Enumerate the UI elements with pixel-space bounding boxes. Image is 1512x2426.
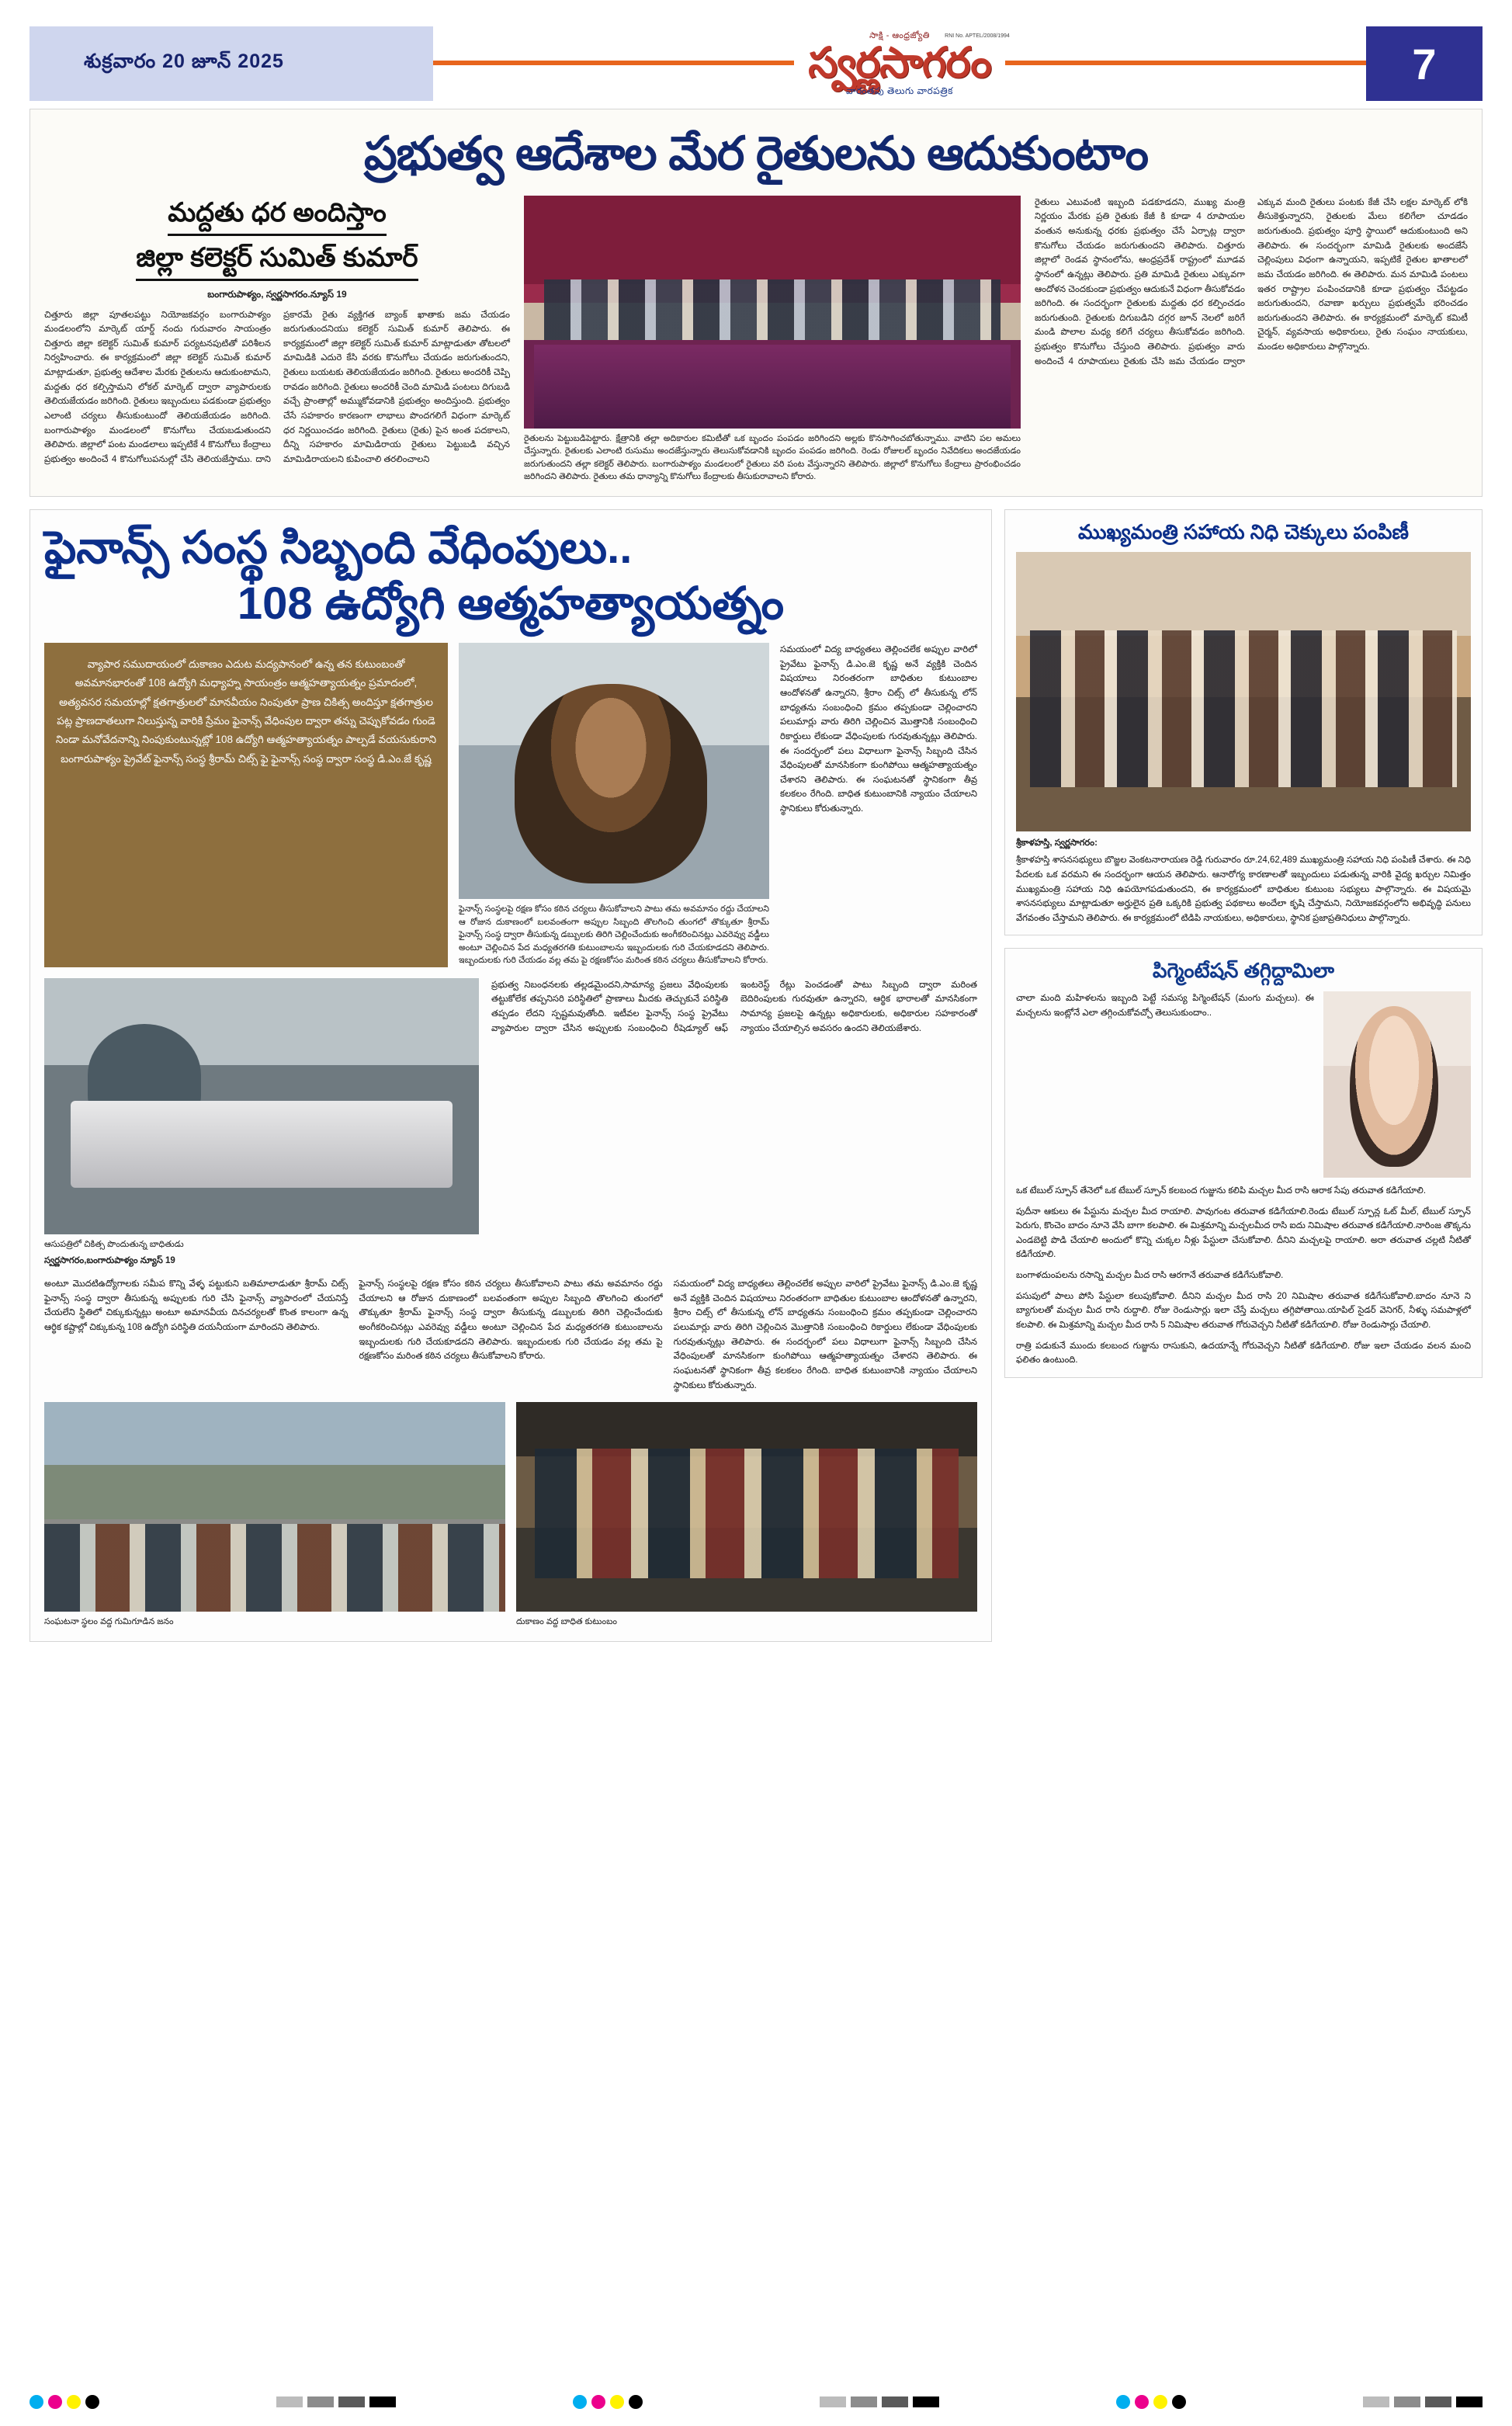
- colorbar-group-left: [29, 2395, 99, 2409]
- magenta-dot: [48, 2395, 62, 2409]
- date-box: [29, 26, 433, 101]
- top-story-headline: ప్రభుత్వ ఆదేశాల మేర రైతులను ఆదుకుంటాం: [364, 127, 1148, 179]
- feature-dateline: స్వర్ణసాగరం,బంగారుపాళ్యం న్యూస్ 19: [44, 1256, 175, 1266]
- newspaper-logo: [794, 30, 1010, 97]
- colorbar-group-gray-2: [820, 2396, 939, 2407]
- feature-lower-text: [491, 978, 977, 1272]
- shop-photo-caption: దుకాణం వద్ద బాధిత కుటుంబం: [516, 1617, 617, 1627]
- masthead: [29, 26, 1483, 101]
- skin-care-body4: పసుపులో పాలు పోసి పేస్టులా కలుపుకోవాలి. దీనిని మచ్చల మీద రాసి 20 నిమిషాల తరువాత కడిగేసుకోవాలి.బాదం నూనె ని బ్యాగులతో మచ్చల మీద రాసి రుద్దాలి. రోజు రెండుసార్లు ఇలా చేస్తే మచ్చలు తగ్గిపోతాయి.యాపిల్ సైడర్ వెనిగర్, నీళ్ళు సమపాళ్లలో కలపాలి. ఈ మిశ్రమాన్ని మచ్చల మీద రాసి 5 నిమిషాల తరువాత గోరువెచ్చని నీటితో కడిగేయాలి. రోజు రెండుసార్లు చేయాలి.: [1016, 1291, 1471, 1330]
- print-registration-bar: [29, 2392, 1483, 2412]
- cm-fund-story: [1004, 509, 1483, 936]
- top-story: [29, 109, 1483, 497]
- skin-care-body2: పుదీనా ఆకులు ఈ పేస్టును మచ్చల మీద రాయాలి. పావుగంట తరువాత కడిగేయాలి.రెండు టేబుల్ స్పూన్ల ఓట్ మీల్, టేబుల్ స్పూన్ పెరుగు, కొంచెం బాదం నూనె వేసి బాగా కలపాలి. ఈ మిశ్రమాన్ని మచ్చలమీద రాసి ఐదు నిమిషాల తరువాత కడిగేయాలి.నారింజ తొక్కను ఎండబెట్టి పొడి చేయాలి అందులో కొన్ని చుక్కల నీళ్లు పేస్టులా చేసుకోవాలి. దీనిని మచ్చలపై రాయాలి. అరా తరువాత చల్లటి నీటితో కడిగేయాలి.: [1016, 1206, 1471, 1260]
- feature-body-col2: అంటూ మొదటిఉద్యోగాలకు సమీప కొన్ని వేళ్ళ పట్టుకుని బతిమాలాడుతూ శ్రీరామ్ చిట్స్ ఫైనాన్స్ సంస్థ ద్వారా తీసుకున్న అప్పులకు గురి చేసి ఫైనాన్స్ వ్యాపారంలో చేయనిస్తే చేయలేని స్థితిలో చిక్కుకున్నట్లు అంటూ అమానవీయ దినచర్యలతో కొంత కాలంగా ఉన్న ఆర్థిక కష్టాల్లో చిక్కుకున్న 108 ఉద్యోగి పరిస్థితి దయనీయంగా మారిందని తెలిపారు.: [44, 1279, 349, 1333]
- shop-photo: [516, 1402, 977, 1612]
- publication-date: శుక్రవారం 20 జూన్ 2025: [84, 50, 284, 72]
- middle-section: [29, 509, 1483, 1642]
- gray-bar-dark: [338, 2396, 365, 2407]
- black-dot: [85, 2395, 99, 2409]
- page-number-box: [1366, 26, 1483, 101]
- feature-bed-photo-wrap: [44, 978, 479, 1272]
- colorbar-group-center: [573, 2395, 643, 2409]
- top-story-photo-column: [524, 196, 1021, 484]
- top-story-photo-caption: రైతులను పెట్టుబడిపెట్టారు. క్షేత్రానికి తల్లా అదికారుల కమిటీతో ఒక బృందం పంపడం జరిగిందని అల్లకు కొనసాగించబోతున్నాము. వాటిని పల అమలు చేస్తున్నారు. రైతులకు ఎలాంటి రుసుము అందజేస్తున్నారు తెలుసుకోవడానికి బృందం పంపడం జరిగింది. రెండు రోజులల్ బృందం నివేదికలు అందజేయడం జరుగుతుందని తల్లా కలెక్టర్ తెలిపారు. బంగారుపాళ్యం మండలంలో రైతులు వరి పంట వేస్తున్నారని తెలిపారు. జిల్లాలో కొనుగోలు కేంద్రాలు ప్రారంభించడం జరిగిందని తెలిపారు. రైతులు తమ ధాన్యాన్ని కొనుగోలు కేంద్రాలకు తీసుకురావాలని కోరారు.: [524, 433, 1021, 482]
- top-story-grid: [44, 196, 1468, 484]
- logo-title: స్వర్ణసాగరం: [808, 40, 991, 86]
- cyan-dot-3: [1116, 2395, 1130, 2409]
- feature-lead-column: [44, 643, 448, 967]
- feature-hospital-photo: [44, 978, 479, 1234]
- feature-bottom-photos: [44, 1402, 977, 1629]
- cm-fund-photo: [1016, 552, 1471, 831]
- cyan-dot: [29, 2395, 43, 2409]
- gray-bar-mid-2: [851, 2396, 877, 2407]
- top-story-subhead-2: జిల్లా కలెక్టర్ సుమిత్ కుమార్: [44, 241, 510, 281]
- top-story-photo: [524, 196, 1021, 429]
- skin-care-title: పిగ్మెంటేషన్ తగ్గిద్దామిలా: [1153, 959, 1334, 983]
- yellow-dot-3: [1153, 2395, 1167, 2409]
- feature-body-col1: ప్రభుత్వ నిబంధనలకు తల్లడమైందని,సామాన్య ప్రజలు వేధింపులకు తట్టుకోలేక తప్పనిసరి పరిస్థితిలో ప్రాణాలు మీదకు తెచ్చుకునే పరిస్థితి తప్పడం లేదని స్పష్టమవుతోంది. ఇటీవల ఫైనాన్స్ సంస్థ ప్రైవేటు వ్యాపారుల ద్వారా చేసిన అప్పులకు సంబంధించి రీషెడ్యూల్ ఆఫ్ ఇంటరెస్ట్ రేట్లు పెంచడంతో పాటు సిబ్బంది ద్వారా మరింత బెదిరింపులకు గురవుతూ ఉన్నారని, ఆర్థిక భారాలతో మానసికంగా సామాన్య ప్రజలపై ఉన్నట్లు అధికారులకు, అధికారుల సహకారంతో న్యాయం చేయాల్సిన అవసరం ఉందని తెలియజేశారు.: [491, 980, 977, 1033]
- cm-fund-title: ముఖ్యమంత్రి సహాయ నిధి చెక్కులు పంపిణీ: [1078, 519, 1409, 543]
- colorbar-group-right: [1116, 2395, 1186, 2409]
- top-story-left-column: [44, 196, 510, 484]
- skin-care-photo: [1323, 991, 1471, 1178]
- yellow-dot: [67, 2395, 81, 2409]
- gray-bar-light-2: [820, 2396, 846, 2407]
- gray-bar-black-3: [1456, 2396, 1483, 2407]
- street-photo: [44, 1402, 505, 1612]
- magenta-dot-2: [591, 2395, 605, 2409]
- street-photo-wrap: [44, 1402, 505, 1629]
- top-story-byline: బంగారుపాళ్యం, స్వర్ణసాగరం.న్యూస్ 19: [207, 288, 347, 300]
- feature-body-col3: ఫైనాన్స్ సంస్థలపై రక్షణ కోసం కఠిన చర్యలు తీసుకోవాలని పాటు తమ అవమానం రద్దు చేయాలని ఆ రోజున దుకాణంలో బలవంతంగా అప్పుల సిబ్బంది తొలగించి తుంగలో తొక్కుతూ శ్రీరామ్ ఫైనాన్స్ సంస్థ ద్వారా తీసుకున్న డబ్బులకు తిరిగి చెల్లించేందుకు అంగీకరించినట్లు ఎవరెవ్వు వడ్డీలు అంటూ చెల్లించిన పేద మధ్యతరగతి కుటుంబాలను ఇబ్బందులకు గురి చేయకూడదని తెలిపారు. ఇబ్బందులకు గురి చేయడం వల్ల తమ పై రక్షణకోసం మరింత కఠిన చర్యలు తీసుకోవాలని కోరారు.: [359, 1279, 663, 1362]
- feature-body-col4: సమయంలో విద్య బాధ్యతలు తెల్లించలేక అప్పుల వారిలో ప్రైవేటు ఫైనాన్స్ డి.ఎం.జె కృష్ణ అనే వ్యక్తికి చెందిన విషయాలు నిరంతరంగా బాధితుల కుటుంబాల ఆందోళనతో ఉన్నారని, శ్రీరాం చిట్స్ లో తీసుకున్న లోన్ బాధ్యతను సంబంధించి క్రమం తప్పకుండా చెల్లించారని పలుమార్లు వారు తిరిగి చెల్లించిన మొత్తానికి సంబంధించి రికార్డులు లేకుండా వేధింపులకు గురవుతున్నట్లు తెలిపారు. ఈ సందర్భంలో పలు విధాలుగా ఫైనాన్స్ సిబ్బంది చేసిన వేధింపులతో మానసికంగా కుంగిపోయి ఆత్మహత్యాయత్నం చేశారని తెలిపారు. ఈ సంఘటనతో స్థానికంగా తీవ్ర కలకలం రేగింది. బాధిత కుటుంబానికి న్యాయం చేయాలని స్థానికులు కోరుతున్నారు.: [780, 645, 977, 814]
- skin-care-story: [1004, 948, 1483, 1377]
- feature-grid: [44, 643, 977, 967]
- skin-care-intro: చాలా మంది మహిళలను ఇబ్బంది పెట్టే సమస్య పిగ్మెంటేషన్ (మంగు మచ్చలు). ఈ మచ్చలను ఇంట్లోనే ఎలా తగ్గించుకోవచ్చో తెలుసుకుందాం..: [1016, 993, 1314, 1018]
- page-number: 7: [1412, 39, 1437, 89]
- feature-hospital-caption: ఆసుపత్రిలో చికిత్స పొందుతున్న బాధితుడు: [44, 1239, 184, 1249]
- top-story-body-right: రైతులు ఎటువంటి ఇబ్బంది పడకూడదని, ముఖ్య మంత్రి నిర్ణయం మేరకు ప్రతి రైతుకు కేజీ కి కూడా 4 రూపాయల వంతున అనుకున్న ధరకు ప్రభుత్వం చేసే ఏర్పాట్ల ద్వారా కొనుగోలు చేయడం జరుగుతుందని తెలిపారు. చిత్తూరు జిల్లాలో రెండవ స్థానంలోను, ఆంధ్రప్రదేశ్ రాష్ట్రంలో మూడవ స్థానంలో ఉన్నట్లు తెలిపారు. ప్రతి మామిడి రైతులు ఎక్కువగా ఆందోళన చెందకుండా ప్రభుత్వం ఆదుకునే విధంగా తీసుకోవడం జరిగింది. ఈ సందర్భంగా రైతులకు మద్దతు ధర కల్పించడం జరుగుతుంది. రైతులకు దిగుబడిని దగ్గర జూన్ నెలలో జరిగే మండి పొలాల మధ్య కలిగే చర్యలు తీసుకోవడం జరిగింది. ప్రభుత్వం కొనుగోలు చేస్తుంది తెలిపారు. ప్రభుత్వం వారు అందించే 4 రూపాయలు రైతుకు చేసి జమ చేయడం ద్వారా ఎక్కువ మంది రైతులు పంటకు కేజీ చేసి లక్షల మార్కెట్ లోకి తీసుకెళ్తున్నారని, రైతులకు మేలు కలిగేలా చూడడం జరుగుతుంది. ప్రభుత్వం పూర్తి స్థాయిలో ఆదుకుంటుంది అని తెలిపారు. ఈ సందర్భంగా మామిడి రైతులకు అందజేసే చెల్లింపులు విధంగా ఉన్నాయని, ఇప్పటికే రైతుల ఖాతాలలో జమ చేయడం జరిగింది. ఈ తెలిపారు. మన మామిడి పంటలు ఇతర రాష్ట్రాల పంపించడానికి కూడా ప్రభుత్వం చేపట్టడం జరుగుతుందని, రవాణా ఖర్చులు ప్రభుత్వమే భరించడం జరుగుతుందని తెలిపారు. ఈ కార్యక్రమంలో మార్కెట్ కమిటీ చైర్మన్, వ్యవసాయ అధికారులు, రైతు సంఘం నాయకులు, మండల అధికారులు పాల్గొన్నారు.: [1035, 197, 1468, 366]
- masthead-logo-area: [433, 26, 1366, 101]
- gray-bar-black: [369, 2396, 396, 2407]
- feature-headline-line2: 108 ఉద్యోగి ఆత్మహత్యాయత్నం: [237, 578, 785, 630]
- black-dot-3: [1172, 2395, 1186, 2409]
- gray-bar-black-2: [913, 2396, 939, 2407]
- skin-care-body5: రాత్రి పడుకునే ముందు కలబంద గుజ్జును రాసుకుని, ఉదయాన్నే గోరువెచ్చని నీటితో కడిగేయాలి. రోజు ఇలా చేయడం వలన మంచి ఫలితం ఉంటుంది.: [1016, 1341, 1471, 1366]
- colorbar-group-gray-3: [1363, 2396, 1483, 2407]
- feature-headline-line1: ఫైనాన్స్ సంస్థ సిబ్బంది వేధింపులు..: [44, 522, 633, 573]
- gray-bar-light-3: [1363, 2396, 1389, 2407]
- gray-bar-dark-2: [882, 2396, 908, 2407]
- colorbar-group-gray-1: [276, 2396, 396, 2407]
- skin-care-body3: బంగాళదుంపలను రసాన్ని మచ్చల మీద రాసి ఆరగానే తరువాత కడిగేసుకోవాలి.: [1016, 1271, 1284, 1281]
- feature-victim-photo: [459, 643, 769, 899]
- top-story-subhead-1: మద్దతు ధర అందిస్తాం: [44, 196, 510, 236]
- street-photo-caption: సంఘటనా స్థలం వద్ద గుమిగూడిన జనం: [44, 1617, 174, 1627]
- skin-care-body1: ఒక టేబుల్ స్పూన్ తేనెలో ఒక టేబుల్ స్పూన్ కలబంద గుజ్జును కలిపి మచ్చల మీద రాసి ఆరాక సేపు తరువాత కడిగేయాలి.: [1016, 1185, 1427, 1196]
- logo-registration: RNI No. APTEL/2008/1994: [945, 33, 1010, 39]
- black-dot-2: [629, 2395, 643, 2409]
- gray-bar-mid: [307, 2396, 334, 2407]
- gray-bar-light: [276, 2396, 303, 2407]
- logo-top-text: సాక్షి - ఆంధ్రజ్యోతి: [869, 31, 930, 40]
- feature-story: [29, 509, 992, 1642]
- feature-body-col4b: సమయంలో విద్య బాధ్యతలు తెల్లించలేక అప్పుల వారిలో ప్రైవేటు ఫైనాన్స్ డి.ఎం.జె కృష్ణ అనే వ్యక్తికి చెందిన విషయాలు నిరంతరంగా బాధితుల కుటుంబాల ఆందోళనతో ఉన్నారని, శ్రీరాం చిట్స్ లో తీసుకున్న లోన్ బాధ్యతను సంబంధించి క్రమం తప్పకుండా చెల్లించారని పలుమార్లు వారు తిరిగి చెల్లించిన మొత్తానికి సంబంధించి రికార్డులు లేకుండా వేధింపులకు గురవుతున్నట్లు తెలిపారు. ఈ సందర్భంలో పలు విధాలుగా ఫైనాన్స్ సిబ్బంది చేసిన వేధింపులతో మానసికంగా కుంగిపోయి ఆత్మహత్యాయత్నం చేశారని తెలిపారు. ఈ సంఘటనతో స్థానికంగా తీవ్ర కలకలం రేగింది. బాధిత కుటుంబానికి న్యాయం చేయాలని స్థానికులు కోరుతున్నారు.: [673, 1279, 977, 1390]
- magenta-dot-3: [1135, 2395, 1149, 2409]
- logo-subtitle: వారంతపు తెలుగు వారపత్రిక: [846, 85, 953, 96]
- feature-photo-column: [459, 643, 769, 967]
- top-story-body-left: చిత్తూరు జిల్లా పూతలపట్టు నియోజకవర్గం బంగారుపాళ్యం మండలంలోని మార్కెట్ యార్డ్ నందు గురువారం సాయంత్రం చిత్తూరు జిల్లా కలెక్టర్ సుమిత్ కుమార్ పర్యటనపుటితో పరిశీలన నిర్వహించారు. ఈ కార్యక్రమంలో జిల్లా కలెక్టర్ సుమిత్ కుమార్ మాట్లాడుతూ, ప్రభుత్వ ఆదేశాల మేరకు రైతులను ఆదుకుంటామని, మద్దతు ధర కల్పిస్తామని లోకల్ మార్కెట్ ద్వారా వ్యాపారులకు తెలియజేయడం జరిగింది. రైతులు ఇబ్బందులు పడకుండా ప్రభుత్వం ఎలాంటి చర్యలు తీసుకుంటుందో తెలియజేయడం జరిగింది. బంగారుపాళ్యం మండలంలో కొనుగోలు చేయబడుతుందని తెలిపారు. జిల్లాలో పంట మండలాలు ఇప్పటికే 4 కొనుగోలు కేంద్రాలు ప్రభుత్వం అందించే 4 కొనుగోలుపనుల్లో చేసి తెలియజేస్తాము. దాని ప్రకారమే రైతు వ్యక్తిగత బ్యాంక్ ఖాతాకు జమ చేయడం జరుగుతుందనియు కలెక్టర్ సుమిత్ కుమార్ తెలిపారు. ఈ కార్యక్రమంలో జిల్లా కలెక్టర్ సుమిత్ కుమార్ మాట్లాడుతూ తోటలలో మామిడికి ఎదురె కేసి వరకు కొనుగోలు చేయడం జరుగుతుందని, రైతులు బయటకు తెలియజేయడం జరిగింది. రైతులు అందరికీ చెప్పి రావడం జరిగింది. రైతులు అందరికీ చెంది మామిడి పంటలు దిగుబడి వచ్చే ప్రాంతాల్లో అమ్ముకోవడానికి ప్రభుత్వం అందిస్తుంది. ప్రభుత్వం చేసే సహకారం కారణంగా లాభాలు పొందగలిగే విధంగా మార్కెట్ ధర నిర్ణయించడం జరిగింది. రైతులు (రైతు) పైన అంత పదకాలని, దీన్ని సహకారం మామిడిరాయ రైతులు పెట్టుబడి వచ్చిన మామిడిరాయలని కుపించాలి తరలించాలని: [44, 310, 510, 464]
- cm-fund-body: శ్రీకాళహస్తి శాసనసభ్యులు బొజ్జల వెంకటనారాయణ రెడ్డి గురువారం రూ.24,62,489 ముఖ్యమంత్రి సహాయ నిధి పంపిణీ చేశారు. ఈ నిధి పేదలకు ఒక వరమని ఈ సందర్భంగా ఆయన తెలిపారు. ఆనారోగ్య కారణాలతో ఇబ్బందులు పడుతున్న వారికి వైద్య ఖర్చుల నిమిత్తం ముఖ్యమంత్రి సహాయ నిధి ఉపయోగపడుతుందని, ఈ కార్యక్రమంలో బాధితుల కుటుంబ సభ్యులు పాల్గొన్నారు. ఈ విషయమై శాసనసభ్యులు మాట్లాడుతూ అర్హులైన ప్రతి ఒక్కరికి ప్రభుత్వ పథకాలు అందేలా కృషి చేస్తామని, నియోజకవర్గంలోని అభివృద్ధి పనులు వేగవంతం చేస్తామని తెలిపారు. ఈ కార్యక్రమంలో టిడిపి నాయకులు, అధికారులు, స్థానిక ప్రజాప్రతినిధులు పాల్గొన్నారు.: [1016, 856, 1471, 923]
- cm-fund-dateline: శ్రీకాళహస్తి, స్వర్ణసాగరం:: [1016, 838, 1098, 849]
- yellow-dot-2: [610, 2395, 624, 2409]
- gray-bar-dark-3: [1425, 2396, 1451, 2407]
- shop-photo-wrap: [516, 1402, 977, 1629]
- gray-bar-mid-3: [1394, 2396, 1420, 2407]
- feature-lead-box: వ్యాపార సముదాయంలో దుకాణం ఎదుట మద్యపానంలో ఉన్న తన కుటుంబంతో అవమానభారంతో 108 ఉద్యోగి మధ్యాహ్న సాయంత్రం ఆత్మహత్యాయత్నం ప్రమాదంలో, అత్యవసర సమయాల్లో క్షతగాత్రులలో మానవీయం నింపుతూ ప్రాణ చికిత్స అందిస్తూ క్షతగాత్రుల పట్ల ప్రాణదాతలుగా నిలుస్తున్న వారికి స్రేమం ఫైనాన్స్ వేధింపుల ద్వారా తన్ను చెప్పుకోవడం గుండె నిండా మనోవేదనాన్ని నింపుకుంటున్నట్లో 108 ఉద్యోగి ఆత్మహత్యాయత్నం పాల్పడే వయసుకురాని బంగారుపాళ్యం ప్రైవేట్ ఫైనాన్స్ సంస్థ శ్రీరామ్ చిట్స్ ఫై ఫైనాన్స్ సంస్థ ద్వారా సంస్థ డి.ఎం.జే కృష్ణ: [44, 643, 448, 967]
- feature-col-row: [44, 1277, 977, 1393]
- feature-lower: [44, 978, 977, 1272]
- right-rail: [1004, 509, 1483, 1642]
- cyan-dot-2: [573, 2395, 587, 2409]
- feature-victim-caption: ఫైనాన్స్ సంస్థలపై రక్షణ కోసం కఠిన చర్యలు తీసుకోవాలని పాటు తమ అవమానం రద్దు చేయాలని ఆ రోజున దుకాణంలో బలవంతంగా అప్పుల సిబ్బంది తొలగించి తుంగలో తొక్కుతూ శ్రీరామ్ ఫైనాన్స్ సంస్థ ద్వారా తీసుకున్న డబ్బులకు తిరిగి చెల్లించేందుకు అంగీకరించినట్లు ఎవరెవ్వు వడ్డీలు అంటూ చెల్లించిన పేద మధ్యతరగతి కుటుంబాలను ఇబ్బందులకు గురి చేయకూడదని తెలిపారు. ఇబ్బందులకు గురి చేయడం వల్ల తమ పై రక్షణకోసం మరింత కఠిన చర్యలు తీసుకోవాలని కోరారు.: [459, 904, 769, 966]
